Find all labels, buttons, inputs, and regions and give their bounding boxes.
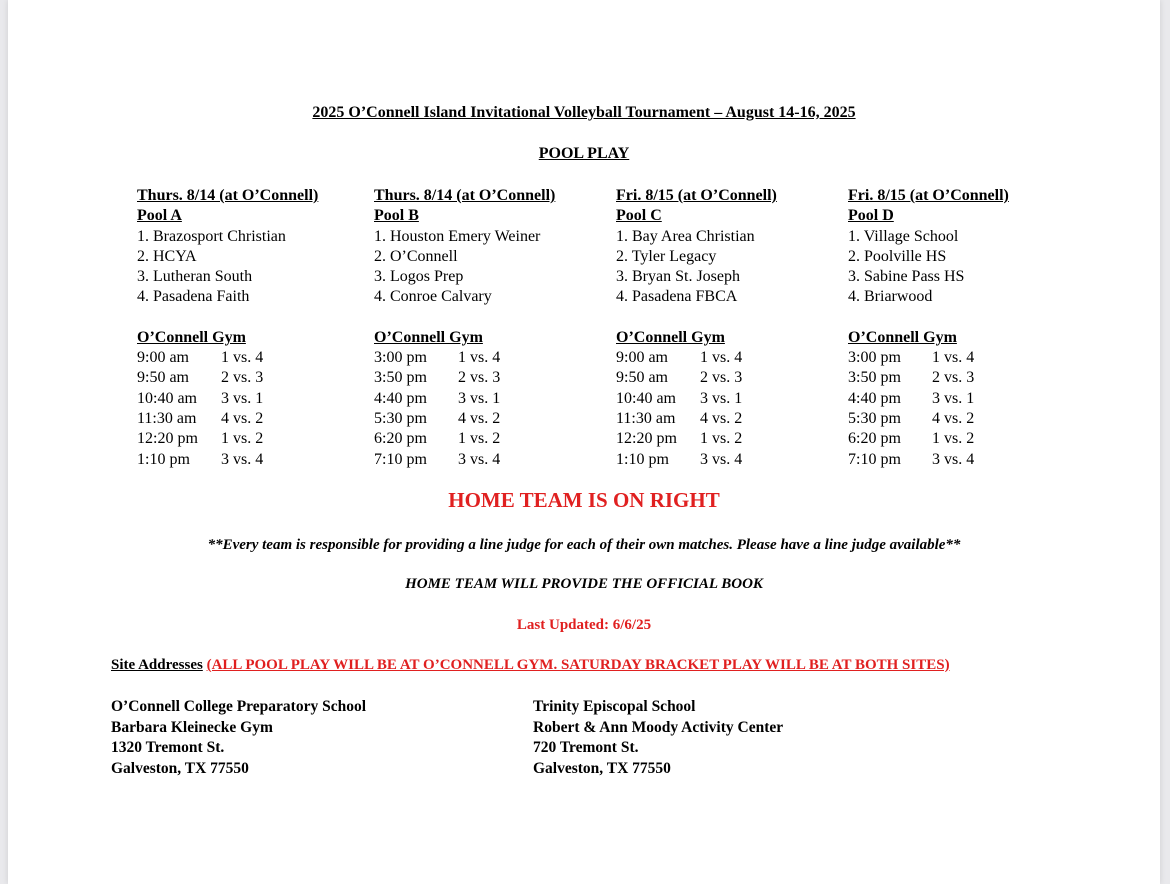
match-pairing: 2 vs. 3 <box>932 369 975 387</box>
pool-name: Pool C <box>616 207 662 225</box>
page-title: 2025 O’Connell Island Invitational Volleyball Tournament – August 14-16, 2025 <box>312 104 856 121</box>
match-pairing: 3 vs. 1 <box>458 389 501 407</box>
match-time: 3:00 pm <box>374 349 427 367</box>
match-slot <box>848 429 1009 449</box>
match-slot <box>137 348 318 368</box>
section-title-pool-play: POOL PLAY <box>538 145 630 162</box>
match-slot <box>616 389 777 409</box>
site-address-trinity <box>533 697 783 779</box>
team-entry: 4. Conroe Calvary <box>374 288 492 306</box>
match-time: 11:30 am <box>137 409 197 427</box>
street-address: 1320 Tremont St. <box>111 739 225 756</box>
venue-name: Barbara Kleinecke Gym <box>111 718 273 736</box>
official-book-note: HOME TEAM WILL PROVIDE THE OFFICIAL BOOK <box>405 576 763 592</box>
match-time: 10:40 am <box>137 389 197 407</box>
match-pairing: 1 vs. 2 <box>932 430 975 448</box>
site-addresses-label: Site Addresses <box>111 657 203 673</box>
match-time: 6:20 pm <box>374 430 427 448</box>
pool-column-b <box>374 186 555 470</box>
match-time: 1:10 pm <box>616 450 669 468</box>
match-pairing: 3 vs. 4 <box>221 450 264 468</box>
match-pairing: 2 vs. 3 <box>221 369 264 387</box>
gym-name: O’Connell Gym <box>848 328 957 346</box>
match-slot <box>848 348 1009 368</box>
match-time: 9:00 am <box>616 349 668 367</box>
team-entry: 3. Logos Prep <box>374 268 464 286</box>
pool-column-c <box>616 186 777 470</box>
pool-column-a <box>137 186 318 470</box>
match-slot <box>616 348 777 368</box>
team-entry: 4. Briarwood <box>848 288 933 306</box>
match-time: 5:30 pm <box>848 409 901 427</box>
match-time: 11:30 am <box>616 409 676 427</box>
team-entry: 1. Brazosport Christian <box>137 227 286 245</box>
match-time: 9:00 am <box>137 349 189 367</box>
gym-name: O’Connell Gym <box>616 328 725 346</box>
match-slot <box>374 409 555 429</box>
match-time: 3:50 pm <box>848 369 901 387</box>
gym-name: O’Connell Gym <box>137 328 246 346</box>
site-addresses-note: (ALL POOL PLAY WILL BE AT O’CONNELL GYM. SATURDAY BRACKET PLAY WILL BE AT BOTH SITES) <box>206 657 950 673</box>
match-time: 5:30 pm <box>374 409 427 427</box>
match-time: 9:50 am <box>616 369 668 387</box>
match-slot <box>848 409 1009 429</box>
match-pairing: 1 vs. 4 <box>458 349 501 367</box>
match-pairing: 4 vs. 2 <box>932 409 975 427</box>
match-slot <box>137 450 318 470</box>
team-entry: 3. Bryan St. Joseph <box>616 268 740 286</box>
pool-name: Pool A <box>137 207 182 225</box>
match-slot <box>374 389 555 409</box>
match-time: 6:20 pm <box>848 430 901 448</box>
match-pairing: 2 vs. 3 <box>700 369 743 387</box>
match-time: 9:50 am <box>137 369 189 387</box>
match-slot <box>137 409 318 429</box>
match-slot <box>137 368 318 388</box>
match-slot <box>374 429 555 449</box>
match-slot <box>616 450 777 470</box>
school-name: Trinity Episcopal School <box>533 698 696 715</box>
last-updated: Last Updated: 6/6/25 <box>516 617 652 633</box>
match-slot <box>848 368 1009 388</box>
team-entry: 3. Lutheran South <box>137 268 253 286</box>
match-pairing: 1 vs. 4 <box>700 349 743 367</box>
match-time: 10:40 am <box>616 389 676 407</box>
match-pairing: 1 vs. 4 <box>221 349 264 367</box>
match-time: 7:10 pm <box>374 450 427 468</box>
match-pairing: 3 vs. 4 <box>458 450 501 468</box>
site-addresses-heading <box>111 657 950 674</box>
match-pairing: 4 vs. 2 <box>700 409 743 427</box>
document-page <box>8 0 1160 884</box>
home-team-notice: HOME TEAM IS ON RIGHT <box>448 488 720 512</box>
street-address: 720 Tremont St. <box>533 739 639 756</box>
pool-column-d <box>848 186 1009 470</box>
team-entry: 1. Bay Area Christian <box>616 227 755 245</box>
city-state-zip: Galveston, TX 77550 <box>111 759 249 777</box>
match-pairing: 4 vs. 2 <box>458 409 501 427</box>
match-slot <box>616 368 777 388</box>
match-slot <box>374 450 555 470</box>
match-time: 12:20 pm <box>137 430 198 448</box>
match-slot <box>848 450 1009 470</box>
match-pairing: 3 vs. 1 <box>221 389 264 407</box>
site-address-oconnell <box>111 697 366 779</box>
pool-name: Pool B <box>374 207 419 225</box>
match-pairing: 1 vs. 2 <box>221 430 264 448</box>
match-slot <box>137 429 318 449</box>
match-slot <box>616 429 777 449</box>
pool-day: Fri. 8/15 (at O’Connell) <box>848 187 1009 204</box>
match-time: 3:00 pm <box>848 349 901 367</box>
line-judge-note: **Every team is responsible for providing a line judge for each of their own matches. Please have a line judge available** <box>207 537 961 553</box>
match-pairing: 3 vs. 4 <box>700 450 743 468</box>
team-entry: 3. Sabine Pass HS <box>848 268 965 286</box>
pool-day: Fri. 8/15 (at O’Connell) <box>616 187 777 204</box>
team-entry: 1. Houston Emery Weiner <box>374 227 541 245</box>
match-time: 12:20 pm <box>616 430 677 448</box>
venue-name: Robert & Ann Moody Activity Center <box>533 718 784 736</box>
match-time: 1:10 pm <box>137 450 190 468</box>
city-state-zip: Galveston, TX 77550 <box>533 759 671 777</box>
match-slot <box>616 409 777 429</box>
match-pairing: 1 vs. 2 <box>700 430 743 448</box>
match-pairing: 1 vs. 2 <box>458 430 501 448</box>
pool-day: Thurs. 8/14 (at O’Connell) <box>374 187 556 204</box>
match-time: 4:40 pm <box>848 389 901 407</box>
match-time: 3:50 pm <box>374 369 427 387</box>
pool-day: Thurs. 8/14 (at O’Connell) <box>137 187 319 204</box>
match-pairing: 3 vs. 1 <box>932 389 975 407</box>
team-entry: 4. Pasadena FBCA <box>616 288 738 306</box>
match-time: 7:10 pm <box>848 450 901 468</box>
match-time: 4:40 pm <box>374 389 427 407</box>
team-entry: 2. Tyler Legacy <box>616 247 717 265</box>
gym-name: O’Connell Gym <box>374 328 483 346</box>
match-slot <box>374 348 555 368</box>
team-entry: 2. HCYA <box>137 247 197 265</box>
match-pairing: 3 vs. 4 <box>932 450 975 468</box>
match-pairing: 4 vs. 2 <box>221 409 264 427</box>
team-entry: 4. Pasadena Faith <box>137 288 250 306</box>
match-pairing: 2 vs. 3 <box>458 369 501 387</box>
match-pairing: 1 vs. 4 <box>932 349 975 367</box>
school-name: O’Connell College Preparatory School <box>111 698 367 715</box>
pool-name: Pool D <box>848 207 894 225</box>
team-entry: 1. Village School <box>848 227 959 245</box>
team-entry: 2. Poolville HS <box>848 247 947 265</box>
match-slot <box>848 389 1009 409</box>
match-pairing: 3 vs. 1 <box>700 389 743 407</box>
team-entry: 2. O’Connell <box>374 247 458 265</box>
match-slot <box>137 389 318 409</box>
match-slot <box>374 368 555 388</box>
